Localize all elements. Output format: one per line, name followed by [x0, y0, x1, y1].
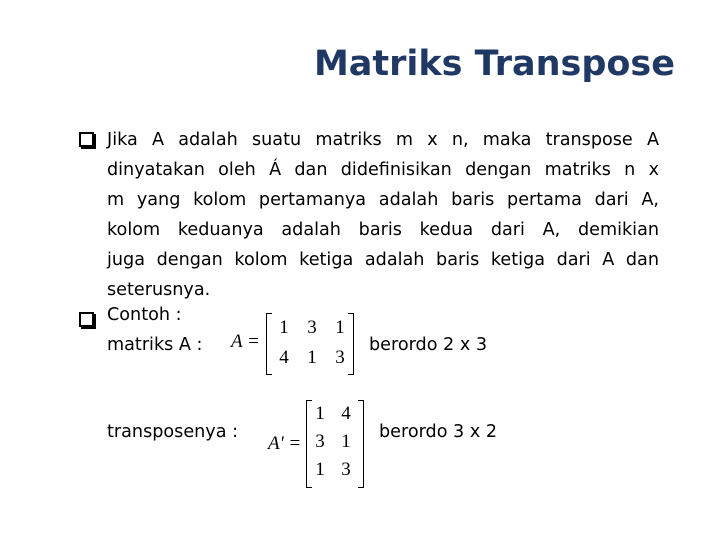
matrix-cell: 1 — [307, 347, 317, 368]
right-bracket — [348, 313, 354, 375]
transpose-label: transposenya : — [107, 422, 239, 442]
left-bracket — [266, 313, 272, 375]
matrix-cell: 4 — [341, 403, 351, 424]
bullet-square-icon — [79, 132, 94, 147]
matrix-cell: 3 — [307, 317, 317, 338]
bullet-square-icon — [79, 312, 94, 327]
matrix-a-lhs: A = — [231, 331, 260, 352]
slide-title: Matriks Transpose — [313, 44, 675, 84]
matrix-at-order: berordo 3 x 2 — [379, 422, 498, 442]
matrix-cell: 1 — [315, 459, 325, 480]
matrix-a-transpose — [306, 400, 366, 490]
paragraph-line: m yang kolom pertamanya adalah baris pertama dari A, — [107, 190, 659, 210]
matrix-a — [266, 313, 356, 375]
right-bracket — [358, 400, 364, 488]
matrix-at-lhs: A' = — [268, 433, 302, 454]
matrix-cell: 1 — [279, 317, 289, 338]
paragraph-line: kolom keduanya adalah baris kedua dari A, demikian — [107, 220, 659, 240]
paragraph-line: dinyatakan oleh Á dan didefinisikan dengan matriks n x — [107, 160, 659, 180]
matrix-cell: 3 — [335, 347, 345, 368]
matrix-cell: 1 — [341, 431, 351, 452]
definition-paragraph — [107, 125, 659, 305]
matrix-cell: 4 — [279, 347, 289, 368]
matrix-a-label: matriks A : — [107, 335, 203, 355]
matrix-cell: 3 — [315, 431, 325, 452]
paragraph-line: seterusnya. — [107, 280, 211, 300]
matrix-a-order: berordo 2 x 3 — [369, 335, 488, 355]
matrix-cell: 1 — [335, 317, 345, 338]
matrix-cell: 1 — [315, 403, 325, 424]
paragraph-line: Jika A adalah suatu matriks m x n, maka transpose A — [107, 130, 659, 150]
paragraph-line: juga dengan kolom ketiga adalah baris ketiga dari A dan — [107, 250, 659, 270]
contoh-label: Contoh : — [107, 305, 182, 325]
matrix-cell: 3 — [341, 459, 351, 480]
